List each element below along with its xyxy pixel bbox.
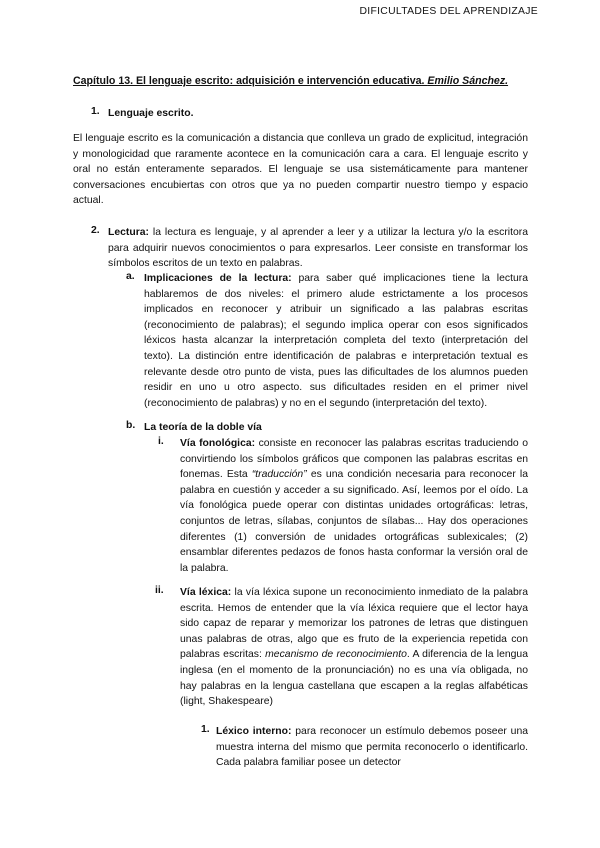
item-i-quote: “traducción” (251, 469, 307, 481)
item-a-paragraph (144, 271, 528, 411)
item-ii-body-part2: . A diferencia de la lengua inglesa (en el momento de la pronunciación) no es una vía obligada, no hay palabras en la lengua castellana que escapen a la reglas alfabéticas (light, Shakespeare) (180, 649, 528, 708)
item-1-number: 1. (201, 724, 210, 735)
section-2-paragraph (108, 225, 528, 272)
section-1-number: 1. (91, 106, 100, 117)
item-a-number: a. (126, 271, 135, 282)
item-i-number: i. (158, 436, 164, 447)
item-ii-italic: mecanismo de reconocimiento (265, 649, 407, 661)
item-ii-number: ii. (155, 585, 164, 596)
chapter-title (73, 75, 528, 87)
title-text: Capítulo 13. El lenguaje escrito: adquisición e intervención educativa. (73, 75, 428, 87)
section-2-body: la lectura es lenguaje, y al aprender a leer y a utilizar la lectura y/o la escritora para adquirir nuevos conocimientos o para expresarlos. Leer consiste en transformar los símbolos escritos de un texto en palabras. (108, 227, 528, 270)
item-1-heading: Léxico interno: (216, 726, 292, 737)
item-a-heading: Implicaciones de la lectura: (144, 273, 292, 284)
running-header: DIFICULTADES DEL APRENDIZAJE (359, 6, 538, 17)
item-1-body: para reconocer un estímulo debemos poseer una muestra interna del mismo que permita reconocerlo o identificarlo. Cada palabra familiar posee un detector (216, 726, 528, 769)
item-a-body: para saber qué implicaciones tiene la lectura hablaremos de dos niveles: el primero alude estrictamente a los procesos implicados en reconocer y atribuir un significado a las palabras escritas (reconocimiento de palabras); el segundo implica operar con esos significados léxicos hasta alcanzar la interpretación completa del texto (interpretación del texto). La distinción entre identificación de palabras e interpretación textual es relevante desde otro punto de vista, pues las dificultades de los alumnos pueden residir en uno u otro aspecto. sus dificultades residen en el primer nivel (reconocimiento de palabras) y no en el segundo (interpretación del texto). (144, 273, 528, 409)
item-b-heading: La teoría de la doble vía (144, 422, 262, 433)
item-i-paragraph (180, 436, 528, 576)
section-1-body: El lenguaje escrito es la comunicación a distancia que conlleva un grado de explicitud, integración y monologicidad que raramente acontece en la comunicación cara a cara. El lenguaje escrito y oral no están enteramente separados. El lenguaje se usa sistemáticamente para mantener conversaciones encubiertas con otros que ya no pueden compartir nuestro tiempo y espacio actual. (73, 133, 528, 207)
title-author: Emilio Sánchez. (427, 75, 509, 87)
item-1-paragraph (216, 724, 528, 771)
section-2-number: 2. (91, 225, 100, 236)
item-ii-heading: Vía léxica: (180, 587, 232, 598)
item-i-heading: Vía fonológica: (180, 438, 256, 449)
item-b-number: b. (126, 420, 136, 431)
item-ii-paragraph (180, 585, 528, 710)
item-ii-body-part1: la vía léxica supone un reconocimiento inmediato de la palabra escrita. Hemos de entender que la vía léxica requiere que el lector haya sido capaz de reparar y memorizar los patrones de letras que distinguen unas palabras de otras, algo que es fruto de la experiencia repetida con palabras escritas: (180, 587, 528, 661)
item-i-body-part2: es una condición necesaria para reconocer la palabra en cuestión y acceder a su significado. Así, leemos por el oído. La vía fonológica puede operar con distintas unidades ortográficas: letras, conjuntos de letras, sílabas, conjuntos de sílabas... Hay dos operaciones diferentes (1) conversión de unidades ortográficas sublexicales; (2) ensamblar diferentes pedazos de fonos hasta conformar la versión oral de la palabra. (180, 469, 528, 574)
item-i-body-part1: consiste en reconocer las palabras escritas traduciendo o convirtiendo los símbolos gráficos que componen las palabras escritas en fonemas. Esta (180, 438, 528, 481)
section-2-heading: Lectura: (108, 227, 149, 238)
section-1-heading: Lenguaje escrito. (108, 108, 194, 119)
